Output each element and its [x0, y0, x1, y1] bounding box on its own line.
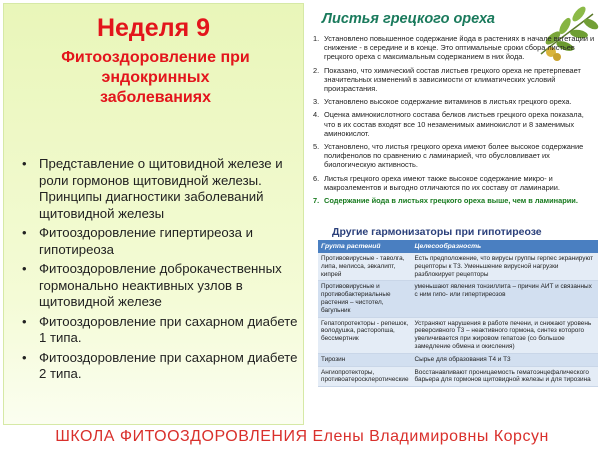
fact-item: 3. Установлено высокое содержание витаминов в листьях грецкого ореха.: [313, 97, 572, 107]
table-row: [318, 353, 598, 366]
lecture-subtitle: [18, 48, 293, 108]
subtitle-line: Фитооздоровление при: [61, 49, 250, 66]
column-header: Целесообразность: [412, 240, 598, 253]
topic-list: [22, 156, 302, 386]
topic-item: • Фитооздоровление доброкачественных гормонально неактивных узлов в щитовидной железе: [22, 261, 282, 309]
topic-item: • Представление о щитовидной железе и роли гормонов щитовидной железы. Принципы диагностики заболеваний щитовидной железы: [22, 156, 283, 221]
purpose-cell: Сырье для образования Т4 и Т3: [412, 353, 598, 366]
walnut-title: Листья грецкого ореха: [322, 11, 495, 27]
plant-group-cell: Противовирусные - таволга, липа, мелисса, эвкалипт, кипрей: [318, 253, 412, 281]
fact-item: 2. Показано, что химический состав листьев грецкого ореха не претерпевает значительных изменений в зависимости от климатических условий произрастания.: [313, 65, 581, 94]
school-footer: ШКОЛА ФИТООЗДОРОВЛЕНИЯ Елены Владимировны Корсун: [55, 428, 549, 445]
bullet-icon: •: [22, 313, 27, 329]
left-panel: [3, 3, 304, 425]
harmonizers-table: [318, 240, 598, 387]
plant-group-cell: Тирозин: [318, 353, 412, 366]
topic-item: • Фитооздоровление при сахарном диабете 1 типа.: [22, 313, 298, 345]
subtitle-line: эндокринных: [101, 69, 210, 86]
bullet-icon: •: [22, 156, 27, 171]
subtitle-line: заболеваниях: [99, 89, 211, 106]
fact-item: 1. Установлено повышенное содержание йода в растениях в начале вегетации и снижение - в середине и в конце. Это оптимальные сроки сбора листьев грецкого ореха с максимальным содержанием в них йода.: [313, 34, 595, 62]
column-header: Группа растений: [318, 240, 412, 253]
week-title: Неделя 9: [96, 14, 211, 42]
table-row: [318, 253, 598, 281]
fact-item: 5. Установлено, что листья грецкого ореха имеют более высокое содержание полифенолов по сравнению с ламинарией, что обусловливает их биологическую активность.: [313, 142, 584, 170]
table-row: [318, 281, 598, 317]
walnut-facts-list: [300, 34, 595, 209]
plant-group-cell: Противовирусные и противобактериальные растения – чистотел, багульник: [318, 281, 412, 317]
fact-item: 6. Листья грецкого ореха имеют также высокое содержание микро- и макроэлементов и выгодно отличаются по их составу от ламинарии.: [313, 173, 560, 192]
purpose-cell: Устраняют нарушения в работе печени, и снижают уровень реверсивного Т3 – неактивного гормона, синтез которого увеличивается при жировом гепатозе (со большое замедление обмена и окисления): [412, 317, 598, 353]
topic-item: • Фитооздоровление при сахарном диабете 2 типа.: [22, 349, 298, 381]
table-header-row: [318, 240, 598, 253]
purpose-cell: Есть предположение, что вирусы группы герпес экранируют рецепторы к Т3. Уменьшение вирусной нагрузки разблокирует рецепторы: [412, 253, 598, 281]
purpose-cell: уменьшают явления тонзиллита – причин АИТ и связанных с ним гипо- или гипертиреозов: [412, 281, 598, 317]
plant-group-cell: Ангиопротекторы, противоатеросклеротические: [318, 366, 412, 387]
plant-group-cell: Гепатопротекторы - репешок, володушка, расторопша, бессмертник: [318, 317, 412, 353]
purpose-cell: Восстанавливают проницаемость гематоэнцефалического барьера для гормонов щитовидной железы и для тирозина: [412, 366, 598, 387]
fact-item: 4. Оценка аминокислотного состава белков листьев грецкого ореха показала, что в их состав входят все 10 незаменимых аминокислот и 8 заменимых аминокислот.: [313, 110, 584, 138]
topic-item: • Фитооздоровление гипертиреоза и гипотиреоза: [22, 225, 254, 257]
bullet-icon: •: [22, 261, 27, 276]
harmonizers-title: Другие гармонизаторы при гипотиреозе: [332, 226, 542, 238]
bullet-icon: •: [22, 349, 27, 365]
table-row: [318, 317, 598, 353]
fact-item-highlight: 7. Содержание йода в листьях грецкого ореха выше, чем в ламинарии.: [313, 196, 578, 206]
bullet-icon: •: [22, 225, 27, 240]
table-row: [318, 366, 598, 387]
